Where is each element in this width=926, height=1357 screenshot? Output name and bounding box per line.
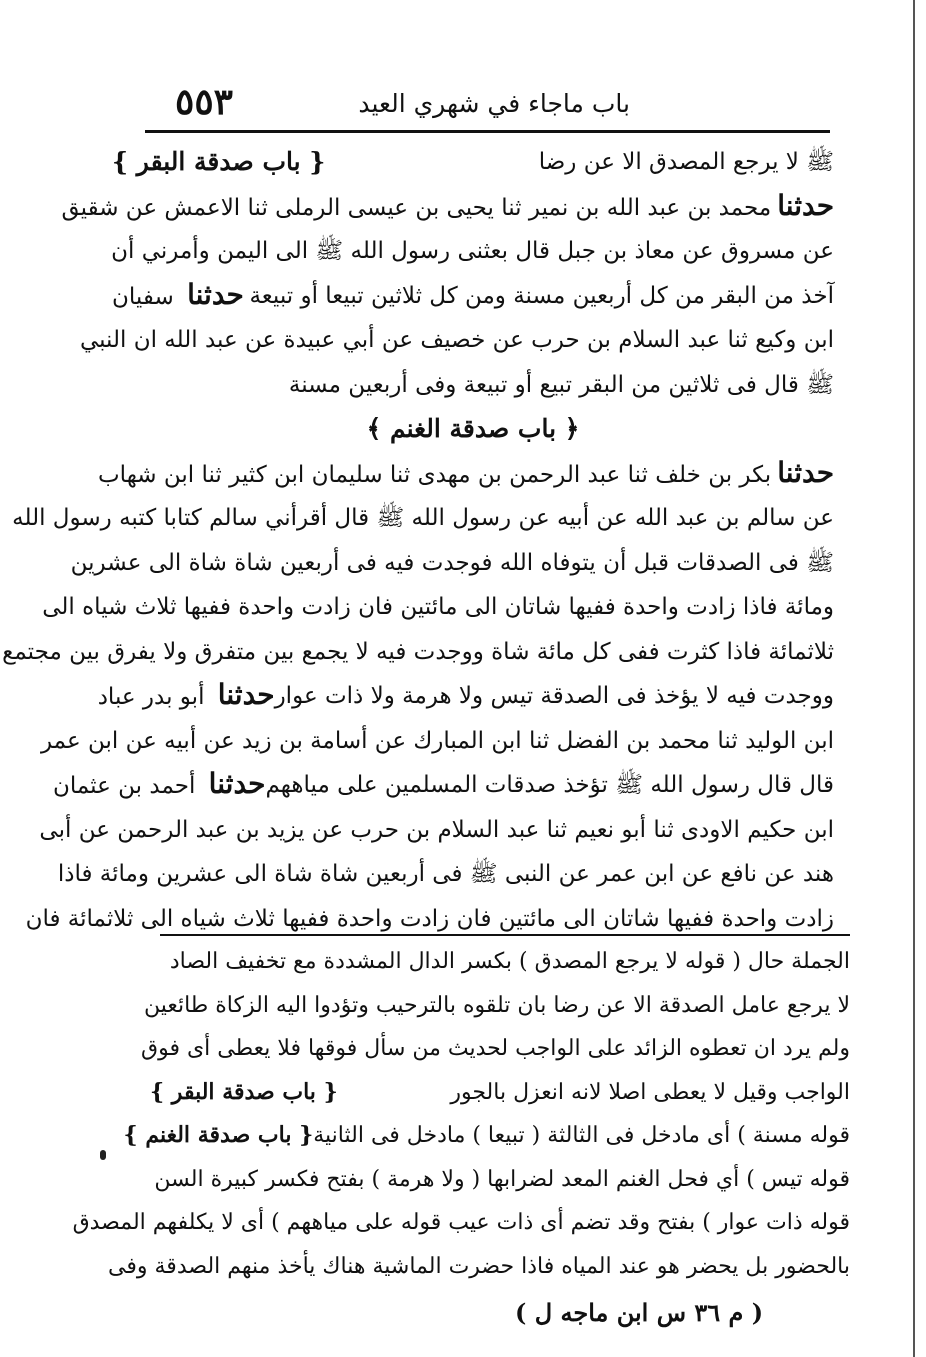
commentary-line: بالحضور بل يحضر هو عند المياه فاذا حضرت الماشية هناك يأخذ منهم الصدقة وفى [108, 1253, 850, 1279]
text-line: قال قال رسول الله ﷺ تؤخذ صدقات المسلمين على مياههم حدثنا أحمد بن عثمان [52, 767, 834, 800]
text-line: ثلاثمائة فاذا كثرت ففى كل مائة شاة ووجدت فيه لا يجمع بين متفرق ولا يفرق بين مجتمع [2, 638, 834, 665]
text-line: ابن الوليد ثنا محمد بن الفضل ثنا ابن المبارك عن أسامة بن زيد عن أبيه عن ابن عمر [40, 727, 834, 754]
text-line: ﷺ فى الصدقات قبل أن يتوفاه الله فوجدت فيه فى أربعين شاة شاة الى عشرين [70, 549, 834, 576]
commentary-chapter-cattle: { باب صدقة البقر } [150, 1078, 338, 1105]
commentary [72, 940, 850, 1288]
narration-keyword: حدثنا [777, 455, 834, 489]
text-line: ﷺ لا يرجع المصدق الا عن رضا { باب صدقة البقر } [112, 140, 834, 185]
text-line: عن سالم بن عبد الله عن أبيه عن رسول الله ﷺ قال أقرأني سالم كتابا كتبه رسول الله [12, 505, 834, 531]
page-number: ٥٥٣ [175, 81, 234, 123]
text-line: ووجدت فيه لا يؤخذ فى الصدقة تيس ولا هرمة ولا ذات عوار حدثنا أبو بدر عباد [97, 678, 834, 711]
hadith-text [2, 140, 834, 941]
header-rule [145, 130, 830, 133]
commentary-chapter-sheep: { باب صدقة الغنم } [123, 1122, 314, 1148]
text-line: حدثنامحمد بن عبد الله بن نمير ثنا يحيى بن عيسى الرملى ثنا الاعمش عن شقيق [61, 188, 834, 222]
chapter-heading-cattle: { باب صدقة البقر } [112, 147, 326, 176]
ink-speck [100, 1150, 106, 1160]
text-line: ابن وكيع ثنا عبد السلام بن حرب عن خصيف عن أبي عبيدة عن عبد الله ان النبي [79, 327, 834, 353]
commentary-line: قوله ذات عوار ) بفتح وقد تضم أى ذات عيب قوله على مياههم ) أى لا يكلفهم المصدق [72, 1210, 850, 1235]
text-line: هند عن نافع عن ابن عمر عن النبى ﷺ فى أربعين شاة شاة الى عشرين ومائة فاذا [57, 861, 834, 887]
signature-mark: ( م ٣٦ س ابن ماجه ل ) [515, 1298, 764, 1327]
text-line: عن مسروق عن معاذ بن جبل قال بعثنى رسول الله ﷺ الى اليمن وأمرني أن [111, 238, 834, 264]
header-title: باب ماجاء في شهري العيد [358, 89, 630, 118]
text-line: ومائة فاذا زادت واحدة ففيها شاتان الى مائتين فان زادت واحدة ففيها ثلاث شياه الى [42, 594, 834, 620]
page-edge-line [913, 0, 915, 1357]
commentary-line: قوله تيس ) أي فحل الغنم المعد لضرابها ( ولا هرمة ) بفتح فكسر كبيرة السن [154, 1166, 850, 1192]
commentary-line: الواجب وقيل لا يعطى اصلا لانه انعزل بالجور { باب صدقة البقر } [150, 1071, 850, 1115]
running-header [145, 82, 825, 126]
chapter-heading-sheep: ﴿ باب صدقة الغنم ﴾ [366, 414, 580, 443]
narration-keyword: حدثنا [777, 188, 834, 222]
narration-keyword: حدثنا [187, 277, 244, 311]
footnote-rule [160, 934, 850, 936]
text-line: حدثنابكر بن خلف ثنا عبد الرحمن بن مهدى ثنا سليمان ابن كثير ثنا ابن شهاب [98, 455, 834, 489]
commentary-line: لا يرجع عامل الصدقة الا عن رضا بان تلقوه بالترحيب وتؤدوا اليه الزكاة طائعين [143, 992, 850, 1018]
commentary-line: الجملة حال ( قوله لا يرجع المصدق ) بكسر الدال المشددة مع تخفيف الصاد [169, 949, 850, 974]
narration-keyword: حدثنا [217, 678, 275, 711]
text-line: ﷺ قال فى ثلاثين من البقر تبيع أو تبيعة وفى أربعين مسنة [288, 371, 834, 398]
text-line: ابن حكيم الاودى ثنا أبو نعيم ثنا عبد السلام بن حرب عن يزيد بن عبد الرحمن عن أبى [39, 816, 834, 843]
commentary-line: قوله مسنة ) أى مادخل فى الثالثة ( تبيعا ) مادخل فى الثانية { باب صدقة الغنم } [150, 1114, 850, 1158]
text-line: زادت واحدة ففيها شاتان الى مائتين فان زادت واحدة ففيها ثلاث شياه الى ثلاثمائة فان [25, 905, 834, 932]
narration-keyword: حدثنا [208, 767, 266, 800]
text-line: آخذ من البقر من كل أربعين مسنة ومن كل ثلاثين تبيعا أو تبيعة حدثنا سفيان [112, 277, 834, 311]
commentary-line: ولم يرد ان تعطوه الزائد على الواجب لحديث من سأل فوقها فلا يعطى أى فوق [141, 1036, 850, 1061]
